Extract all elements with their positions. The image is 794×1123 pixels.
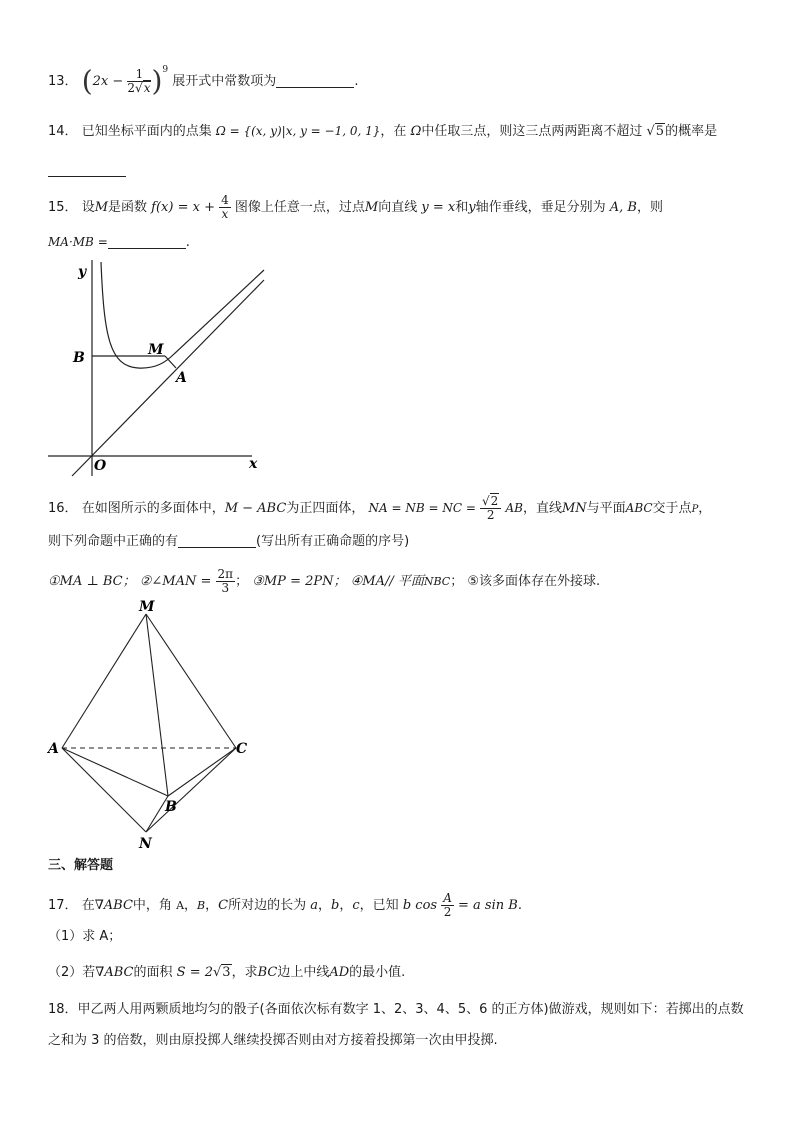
fraction: $\frac{√2}{2}$ — [480, 495, 501, 522]
question-13: 13． (2x − $\frac{1}{2√x}$ )$^9$ 展开式中常数项为 . — [48, 64, 359, 98]
question-14: 14． 已知坐标平面内的点集 Ω = {(x, y)|x, y = −1, 0, 1}，在 Ω中任取三点，则这三点两两距离不超过 √5的概率是 — [48, 124, 718, 139]
line-y-equals-x — [72, 280, 264, 476]
vertex-B: B — [165, 799, 177, 815]
vertex-N: N — [139, 836, 152, 852]
fraction: $\frac{1}{2√x}$ — [127, 67, 151, 95]
label-A: A — [176, 370, 187, 386]
answer-blank[interactable] — [48, 162, 126, 177]
question-18-line-2: 之和为 3 的倍数，则由原投掷人继续投掷否则由对方接着投掷第一次由甲投掷. — [48, 1033, 498, 1048]
polyhedron-figure — [44, 596, 264, 854]
exponent: 9 — [162, 64, 169, 75]
question-number: 14． — [48, 124, 78, 139]
fraction: $\frac{2\pi}{3}$ — [217, 567, 234, 595]
question-16: 16． 在如图所示的多面体中，M − ABC为正四面体， NA = NB = NC = $\frac{√2}{2}$ AB，直线MN与平面ABC交于点P， — [48, 494, 712, 522]
option-3: ③MP = 2PN； — [252, 574, 347, 589]
question-15: 15． 设M是函数 f(x) = x + $\frac{4}{x}$ 图像上任意一点，过点M向直线 y = x和y轴作垂线，垂足分别为 A, B，则 — [48, 193, 663, 221]
question-15-line-2: MA·MB = . — [48, 235, 190, 250]
label-y: y — [78, 264, 87, 280]
set-expression: Ω = {(x, y)|x, y = −1, 0, 1} — [215, 124, 381, 138]
question-16-line-2: 则下列命题中正确的有 (写出所有正确命题的序号) — [48, 534, 410, 549]
answer-line-14[interactable] — [48, 162, 126, 180]
section-heading: 三、解答题 — [48, 858, 114, 873]
fraction: $\frac{4}{x}$ — [221, 193, 229, 221]
question-16-options: ①MA ⊥ BC； ②∠MAN = $\frac{2\pi}{3}$ ； ③MP = 2PN； ④MA// 平面NBC； ⑤该多面体存在外接球. — [48, 567, 601, 595]
vertex-C: C — [236, 741, 248, 757]
question-number: 15． — [48, 200, 78, 215]
vector-expression: MA·MB = — [48, 235, 108, 249]
question-17-part-1: （1）求 A； — [48, 929, 122, 944]
option-4: ④MA// 平面 — [350, 574, 424, 589]
function-graph — [44, 258, 270, 480]
answer-blank[interactable] — [276, 73, 354, 88]
answer-blank[interactable] — [108, 234, 186, 249]
question-number: 17． — [48, 898, 78, 913]
label-x: x — [249, 456, 258, 472]
curve-f — [101, 262, 264, 368]
option-2: ②∠MAN = — [139, 574, 212, 589]
question-18-line-1: 18．甲乙两人用两颗质地均匀的骰子(各面依次标有数字 1、2、3、4、5、6 的正方体)做游戏，规则如下：若掷出的点数 — [48, 1002, 744, 1017]
binomial-term: 2x − — [92, 74, 124, 89]
function-expression: f(x) = x + — [151, 200, 215, 215]
label-M: M — [148, 342, 164, 358]
question-number: 13． — [48, 74, 78, 89]
fraction: $\frac{A}{2}$ — [443, 891, 452, 919]
option-5: ⑤该多面体存在外接球. — [467, 574, 601, 589]
question-number: 16． — [48, 501, 78, 516]
option-1: ①MA ⊥ BC； — [48, 574, 136, 589]
label-B: B — [73, 350, 85, 366]
vertex-A: A — [48, 741, 59, 757]
vertex-M: M — [139, 599, 155, 615]
question-17: 17． 在∇ABC中，角 A，B，C所对边的长为 a，b，c，已知 b cos $\frac{A}{2}$ = a sin B. — [48, 891, 522, 919]
label-O: O — [94, 458, 107, 474]
answer-blank[interactable] — [178, 533, 256, 548]
question-17-part-2: （2）若∇ABC的面积 S = 2√3，求BC边上中线AD的最小值. — [48, 965, 406, 980]
